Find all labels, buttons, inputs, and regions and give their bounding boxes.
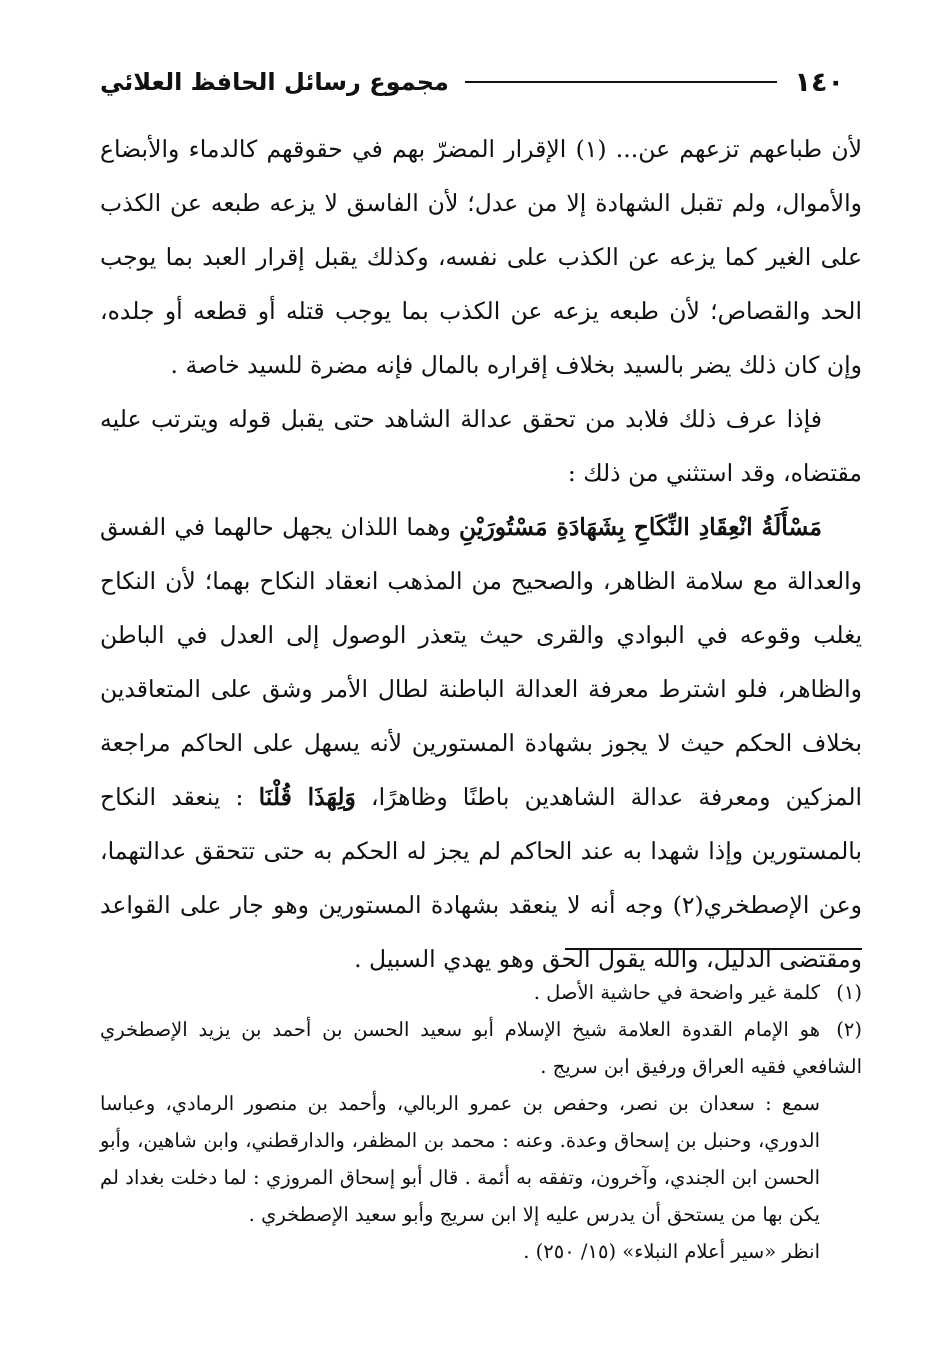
paragraph-3	[100, 500, 862, 986]
footnote-2-biography: سمع : سعدان بن نصر، وحفص بن عمرو الربالي، وأحمد بن منصور الرمادي، وعباسا الدوري، وحنبل بن إسحاق وعدة. وعنه : محمد بن المظفر، والدارقطني، وابن شاهين، وأبو الحسن ابن الجندي، وآخرون، وتفقه به أئمة . قال أبو إسحاق المروزي : لما دخلت بغداد لم يكن بها من يستحق أن يدرس عليه إلا ابن سريج وأبو سعيد الإصطخري .	[100, 1092, 820, 1226]
paragraph-2: فإذا عرف ذلك فلابد من تحقق عدالة الشاهد حتى يقبل قوله ويترتب عليه مقتضاه، وقد استثني من ذلك :	[100, 405, 862, 487]
book-title: مجموع رسائل الحافظ العلائي	[100, 68, 449, 96]
paragraph-3-end: : ينعقد النكاح بالمستورين وإذا شهدا به عند الحاكم لم يجز له الحكم به حتى تتحقق عدالتهما، وعن الإصطخري(٢) وجه أنه لا ينعقد بشهادة المستورين وهو جار على القواعد ومقتضى الدليل، والله يقول الحق وهو يهدي السبيل .	[100, 783, 862, 973]
footnote-separator	[565, 948, 862, 950]
running-header	[100, 62, 844, 102]
header-rule	[465, 81, 777, 83]
paragraph-3-text: وهما اللذان يجهل حالهما في الفسق والعدالة مع سلامة الظاهر، والصحيح من المذهب انعقاد النكاح بهما؛ لأن النكاح يغلب وقوعه في البوادي والقرى حيث يتعذر الوصول إلى العدل في الباطن والظاهر، فلو اشترط معرفة العدالة الباطنة لطال الأمر وشق على المتعاقدين بخلاف الحكم حيث لا يجوز بشهادة المستورين لأنه يسهل على الحاكم مراجعة المزكين ومعرفة عدالة الشاهدين باطنًا وظاهرًا،	[100, 513, 863, 811]
issue-heading: مَسْأَلَةُ انْعِقَادِ النِّكَاحِ بِشَهَادَةِ مَسْتُورَيْنِ	[459, 513, 823, 541]
footnote-1	[100, 974, 862, 1011]
footnote-2	[100, 1011, 862, 1085]
footnote-2-number: (٢)	[836, 1018, 862, 1041]
footnote-1-number: (١)	[836, 981, 862, 1004]
footnote-1-text: كلمة غير واضحة في حاشية الأصل .	[533, 981, 820, 1004]
footnote-2-reference: انظر «سير أعلام النبلاء» (١٥/ ٢٥٠) .	[523, 1240, 820, 1263]
hence-we-said: وَلِهَذَا قُلْنَا	[258, 783, 356, 811]
main-text	[100, 122, 862, 986]
page-number: ١٤٠	[794, 66, 844, 98]
footnote-2-text: هو الإمام القدوة العلامة شيخ الإسلام أبو سعيد الحسن بن أحمد بن يزيد الإصطخري الشافعي فقيه العراق ورفيق ابن سريج .	[100, 1018, 862, 1078]
footnotes	[100, 974, 862, 1270]
paragraph-1: لأن طباعهم تزعهم عن... (١) الإقرار المضرّ بهم في حقوقهم كالدماء والأبضاع والأموال، ولم تقبل الشهادة إلا من عدل؛ لأن الفاسق لا يزعه طبعه عن الكذب على الغير كما يزعه عن الكذب على نفسه، وكذلك يقبل إقرار العبد بما يوجب الحد والقصاص؛ لأن طبعه يزعه عن الكذب بما يوجب قتله أو قطعه أو جلده، وإن كان ذلك يضر بالسيد بخلاف إقراره بالمال فإنه مضرة للسيد خاصة .	[100, 135, 862, 379]
